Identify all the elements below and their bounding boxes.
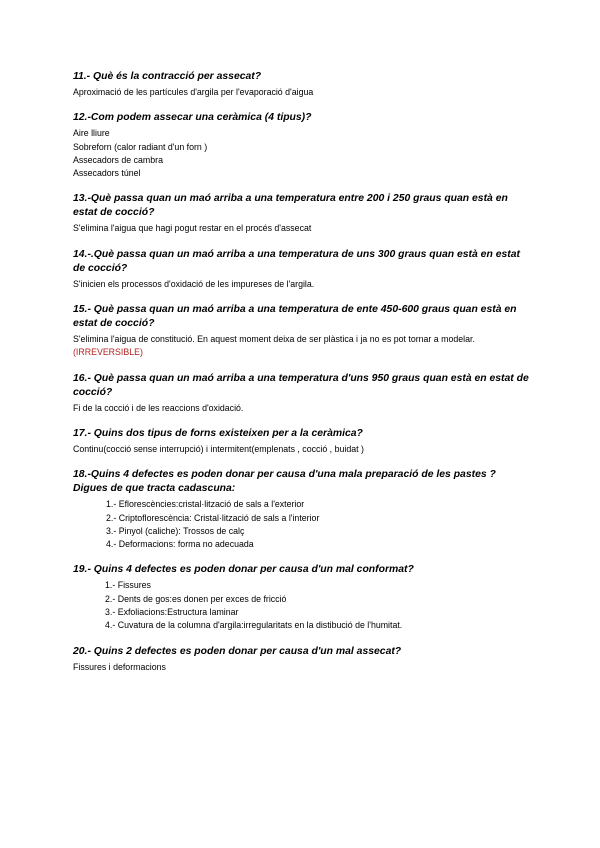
question-title: 16.- Què passa quan un maó arriba a una temperatura d'uns 950 graus quan està en estat de cocció? [73, 372, 529, 398]
answer-line: Continu(cocció sense interrupció) i intermitent(emplenats , cocció , buidat ) [73, 443, 364, 454]
defect-list [73, 579, 533, 632]
question-title: 13.-Què passa quan un maó arriba a una temperatura entre 200 i 250 graus quan està en estat de cocció? [73, 193, 508, 219]
list-item: 2.- Dents de gos:es donen per exces de fricció [105, 593, 287, 604]
answer-line: S'elimina l'aigua que hagi pogut restar en el procés d'assecat [73, 223, 312, 234]
question-13 [73, 192, 533, 235]
answer-line: Aproximació de les partícules d'argila per l'evaporació d'aigua [73, 87, 314, 97]
question-title: 18.-Quins 4 defectes es poden donar per causa d'una mala preparació de les pastes ? Digues de que tracta cadascuna: [73, 469, 496, 495]
question-15 [73, 303, 533, 360]
answer [73, 333, 533, 360]
question-14 [73, 248, 533, 291]
list-item: 2.- Criptoflorescència: Cristal·lització de sals a l'interior [106, 512, 320, 523]
question-title: 11.- Què és la contracció per assecat? [73, 71, 262, 82]
defect-list [73, 498, 533, 551]
list-item: 3.- Exfoliacions:Estructura laminar [105, 607, 239, 618]
question-title: 15.- Què passa quan un maó arriba a una temperatura de ente 450-600 graus quan està en estat de cocció? [73, 304, 517, 330]
answer [73, 222, 533, 235]
answer [73, 86, 533, 99]
document-page [73, 70, 533, 686]
irreversible-note: (IRREVERSIBLE) [73, 347, 143, 358]
answer [73, 402, 533, 415]
answer [73, 127, 533, 180]
answer-line: Fi de la cocció i de les reaccions d'oxidació. [73, 402, 244, 413]
answer-line: Fissures i deformacions [73, 661, 166, 672]
answer-line: Assecadors de cambra [73, 154, 163, 165]
answer-text: S'elimina l'aigua de constitució. En aquest moment deixa de ser plàstica i ja no es pot tornar a modelar. [73, 334, 475, 345]
question-title: 19.- Quins 4 defectes es poden donar per causa d'un mal conformat? [73, 564, 414, 576]
question-title: 12.-Com podem assecar una ceràmica (4 tipus)? [73, 112, 312, 124]
question-title: 17.- Quins dos tipus de forns existeixen per a la ceràmica? [73, 427, 363, 439]
list-item: 4.- Cuvatura de la columna d'argila:irregularitats en la distibució de l'humitat. [105, 620, 403, 631]
list-item: 1.- Fissures [105, 580, 151, 591]
answer [73, 661, 533, 674]
answer [73, 443, 533, 456]
question-20 [73, 645, 533, 674]
question-16 [73, 372, 533, 415]
answer-line: Assecadors túnel [73, 168, 141, 179]
question-12 [73, 111, 533, 180]
list-item: 3.- Pinyol (caliche): Trossos de calç [106, 525, 245, 536]
question-19 [73, 563, 533, 632]
answer-line: S'inicien els processos d'oxidació de les impureses de l'argila. [73, 278, 315, 289]
question-title: 14.-.Què passa quan un maó arriba a una temperatura de uns 300 graus quan està en estat de cocció? [73, 248, 520, 274]
question-11 [73, 70, 533, 99]
list-item: 4.- Deformacions: forma no adecuada [106, 539, 254, 550]
answer [73, 278, 533, 291]
question-17 [73, 427, 533, 456]
question-title: 20.- Quins 2 defectes es poden donar per causa d'un mal assecat? [73, 645, 402, 657]
question-18 [73, 468, 533, 551]
answer-line: Aire lliure [73, 128, 110, 139]
list-item: 1.- Eflorescències:cristal·lització de sals a l'exterior [106, 499, 305, 510]
answer-line: Sobreforn (calor radiant d'un forn ) [73, 141, 208, 152]
